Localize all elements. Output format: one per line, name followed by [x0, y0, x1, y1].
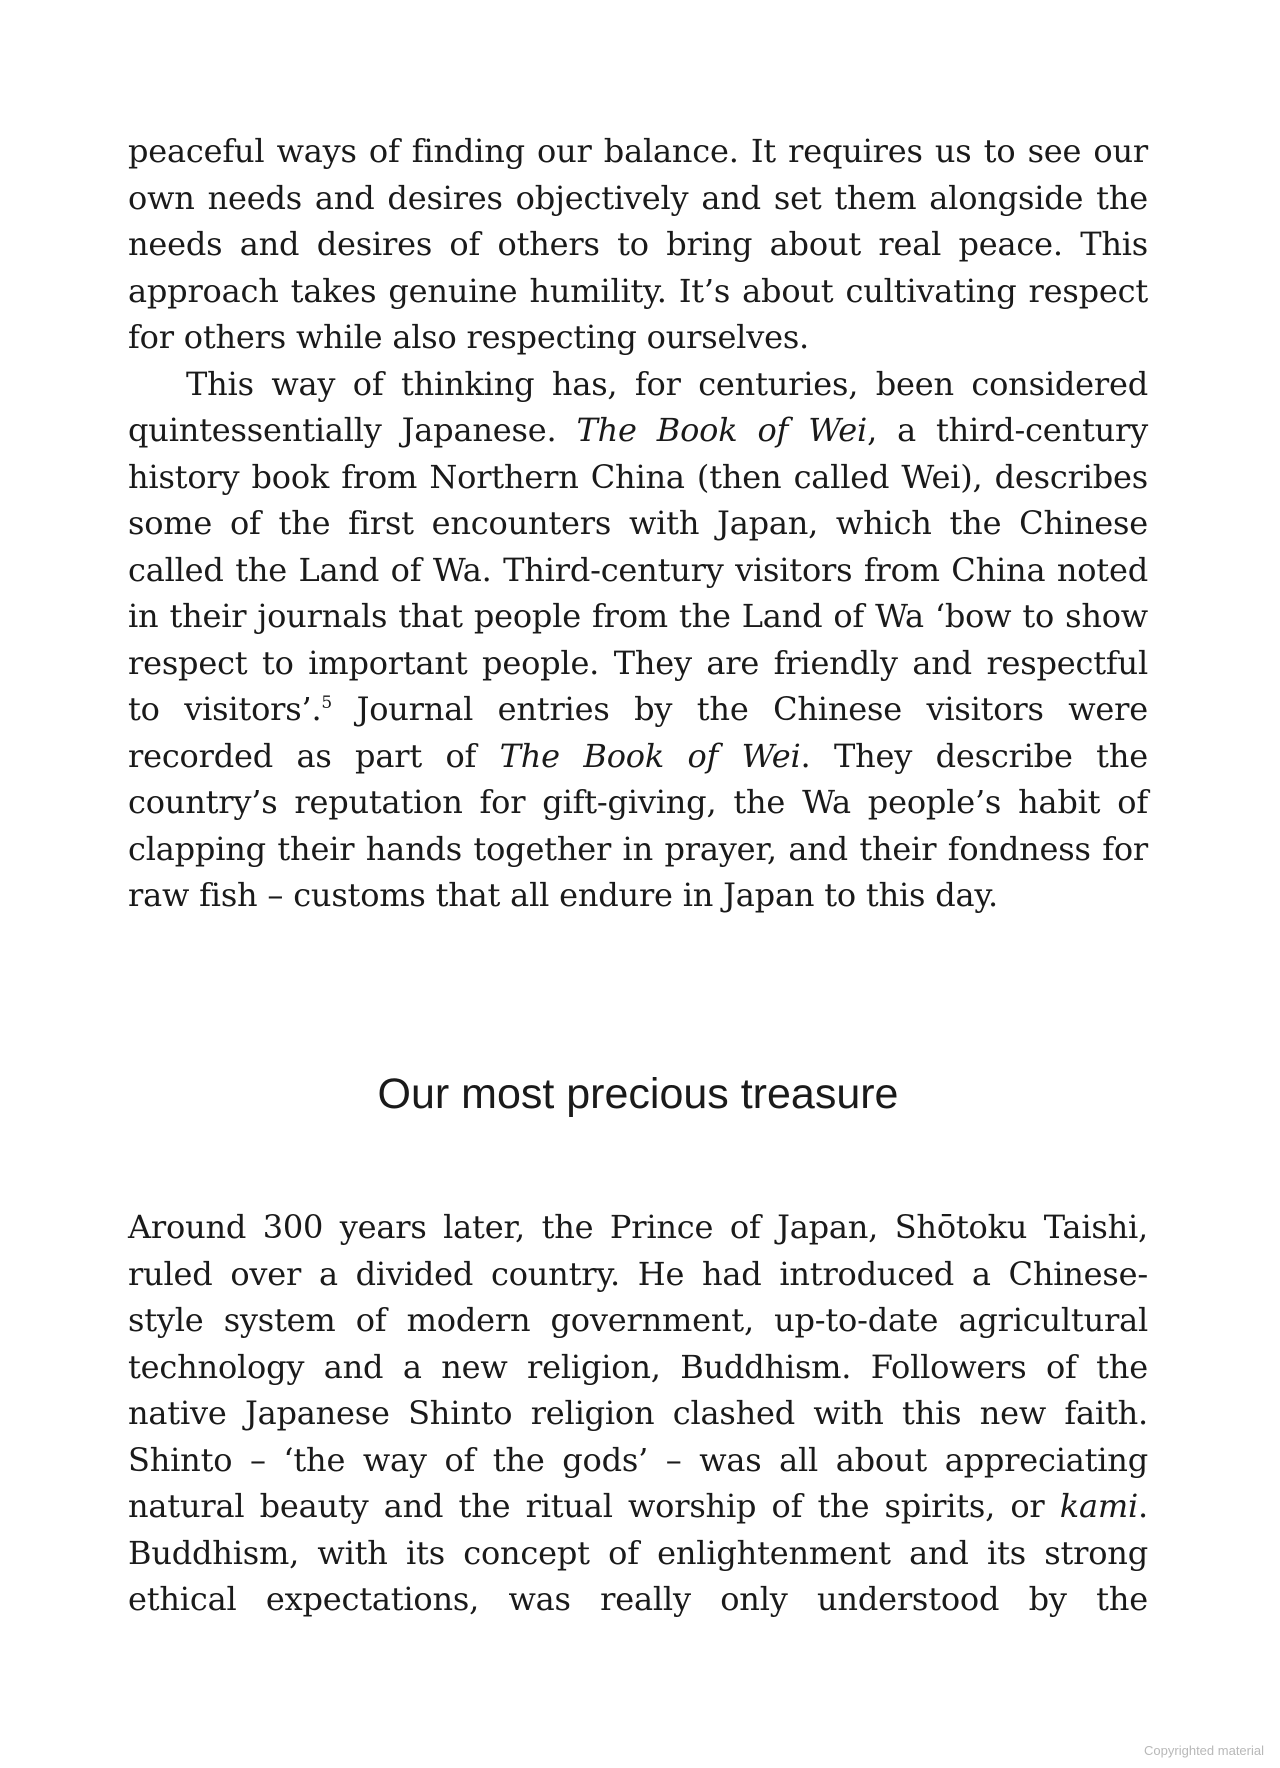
- para2-text-1: This way of thinking has, for centuries, been considered quintessentially Japanese.: [128, 364, 1148, 449]
- section-heading: Our most precious treasure: [377, 1070, 899, 1118]
- para3-text-1: Around 300 years later, the Prince of Japan, Shōtoku Taishi, ruled over a divided country. He had introduced a Chinese-style system of modern government, up-to-date agricultural technology and a new religion, Buddhism. Followers of the native Japanese Shinto religion clashed with this new faith. Shinto – ‘the way of the gods’ – was all about appreciating natural beauty and the ritual worship of the spirits, or: [128, 1208, 1148, 1525]
- paragraph-balance: peaceful ways of finding our balance. It requires us to see our own needs and desires objectively and set them alongside the needs and desires of others to bring about real peace. This approach takes genuine humility. It’s about cultivating respect for others while also respecting ourselves.: [128, 132, 1148, 356]
- kami-term: kami: [1059, 1487, 1139, 1525]
- para2-text-2: , a third-century history book from Northern China (then called Wei), describes some of the first encounters with Japan, which the Chinese called the Land of Wa. Third-century visitors from China noted in their journals that people from the Land of Wa ‘bow to show respect to important people. They are friendly and respectful to visitors’.: [128, 411, 1148, 728]
- page-body: [128, 128, 1148, 1618]
- footnote-marker[interactable]: 5: [321, 693, 333, 713]
- book-title-wei-1: The Book of Wei: [576, 411, 868, 449]
- para2-text-4: . They describe the country’s reputation for gift-giving, the Wa people’s habit of clapping their hands together in prayer, and their fondness for raw fish – customs that all endure in Japan to this day.: [128, 736, 1148, 914]
- copyright-watermark: Copyrighted material: [1144, 1743, 1264, 1758]
- paragraph-book-of-wei: [128, 361, 1148, 919]
- section-body: [128, 1204, 1148, 1623]
- paragraph-shotoku: [128, 1204, 1148, 1623]
- para3-text-2: . Buddhism, with its concept of enlightenment and its strong ethical expectations, was really only understood by the: [128, 1487, 1148, 1618]
- para2-text-3: Journal entries by the Chinese visitors were recorded as part of: [128, 690, 1148, 775]
- book-title-wei-2: The Book of Wei: [499, 736, 801, 775]
